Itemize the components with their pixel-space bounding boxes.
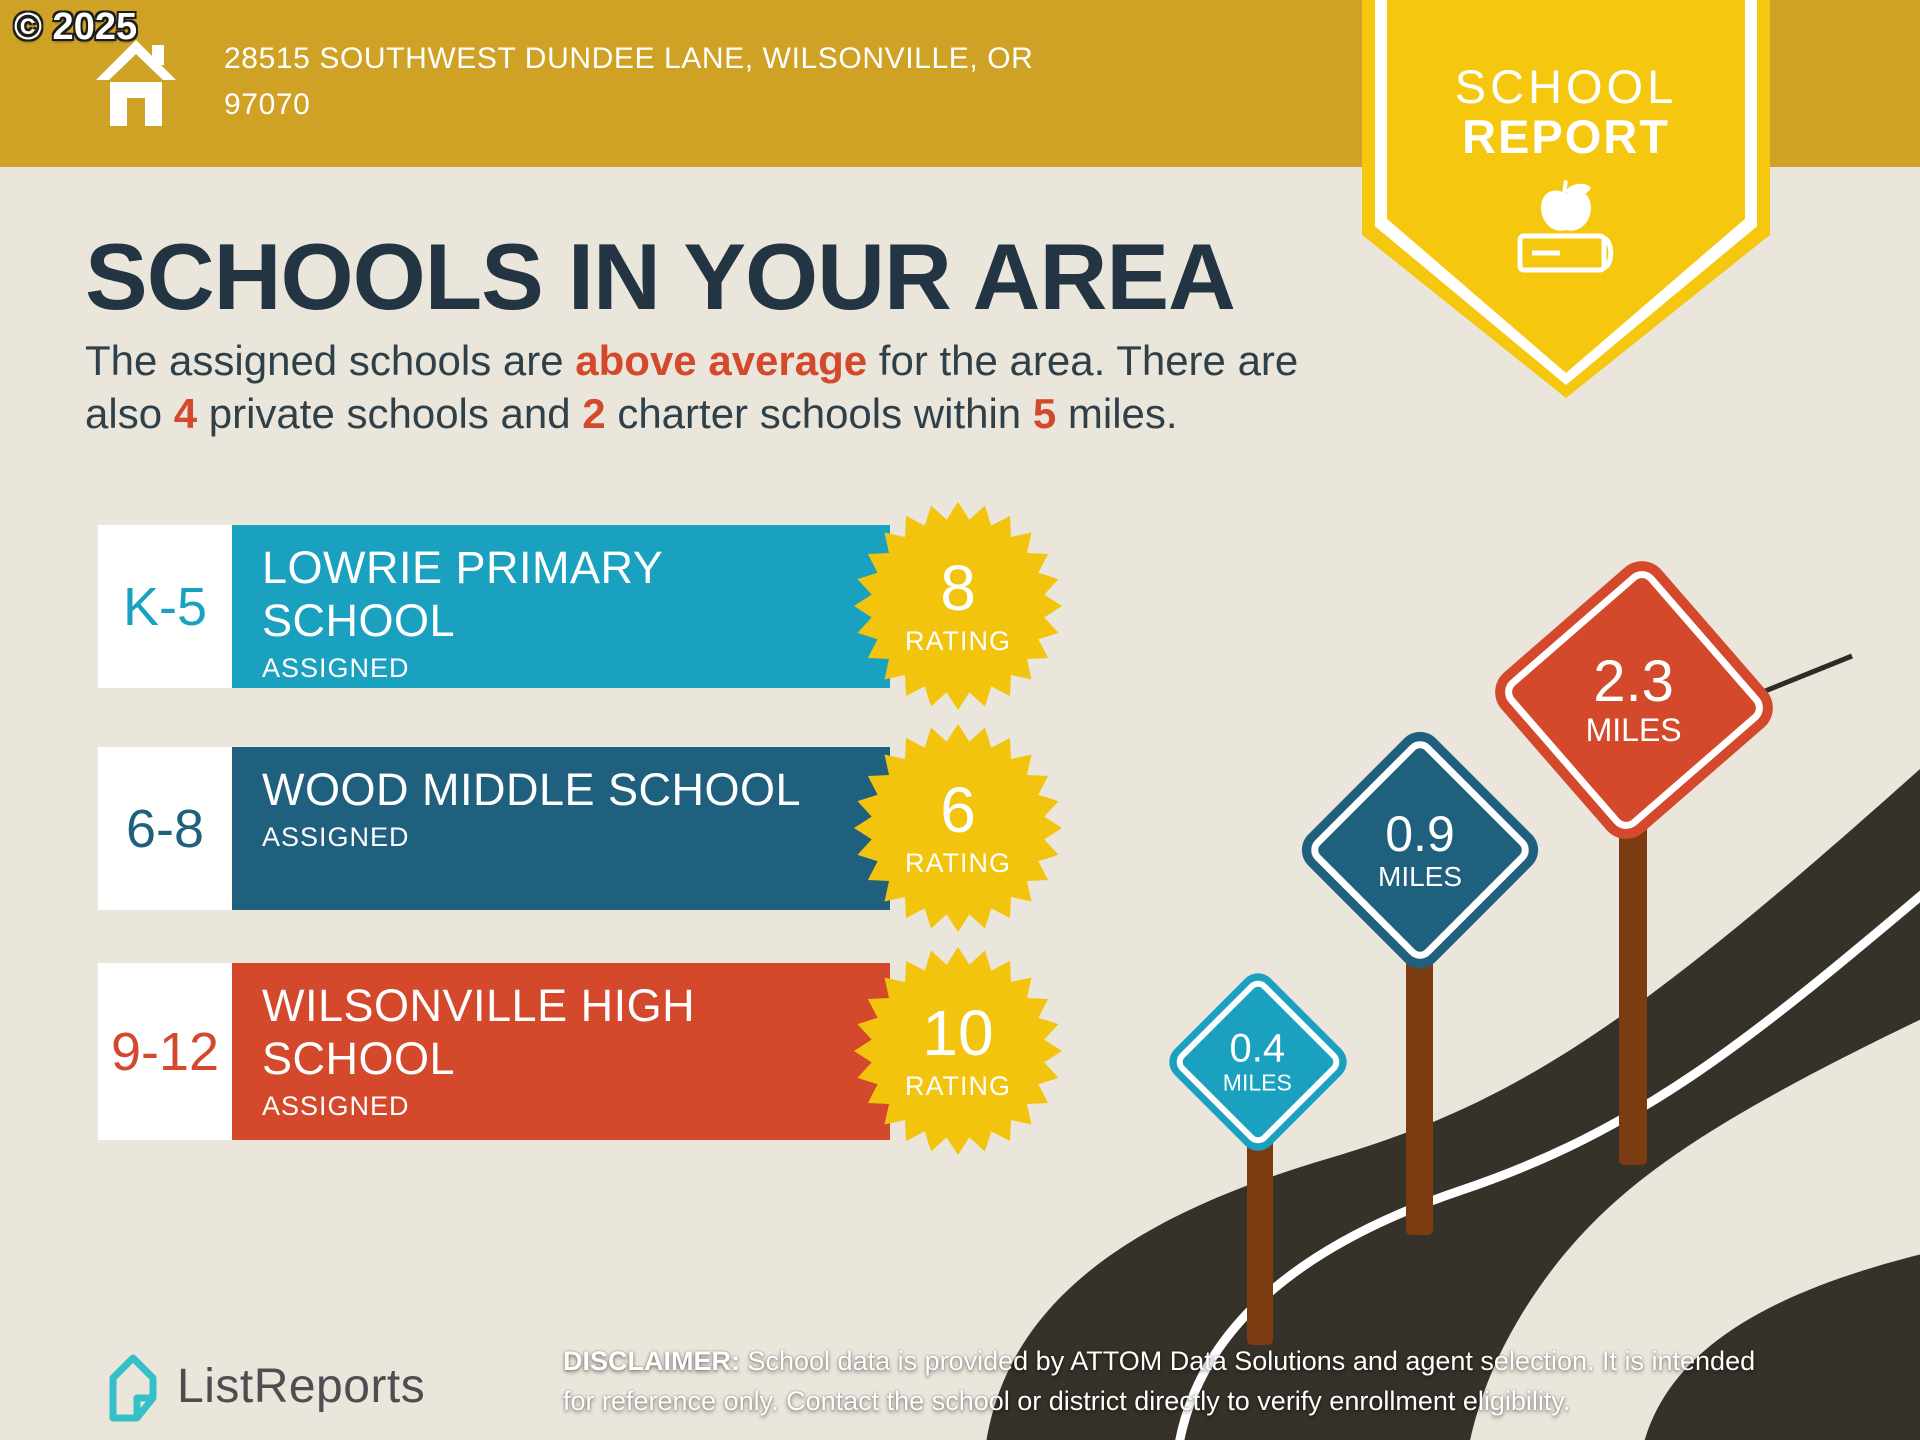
rating-starburst [853,946,1063,1156]
summary-highlight: 5 [1032,390,1057,437]
listreports-brand [103,1348,425,1424]
school-row-middle [98,747,890,910]
summary-text [85,334,1385,440]
school-status: ASSIGNED [262,1091,410,1121]
distance-unit: MILES [1223,1069,1293,1096]
sign-post [1247,1120,1273,1345]
school-status: ASSIGNED [262,653,410,683]
school-name: LOWRIE PRIMARY SCHOOL [262,542,663,646]
address-line-1: 28515 SOUTHWEST DUNDEE LANE, WILSONVILLE, OR [224,42,1034,75]
disclaimer-label: DISCLAIMER: [563,1346,740,1376]
summary-seg: private schools and [197,390,583,437]
school-bar [232,963,890,1140]
grade-range-badge: K-5 [98,525,232,688]
summary-seg: miles. [1056,390,1178,437]
badge-title-report: REPORT [1462,110,1670,163]
distance-unit: MILES [1377,861,1463,892]
grade-range-badge: 6-8 [98,747,232,910]
apple-icon [1535,178,1597,234]
distance-value: 0.9 [1385,806,1455,862]
school-report-badge [1362,0,1770,398]
school-name: WILSONVILLE HIGH SCHOOL [262,980,696,1084]
rating-value: 8 [940,551,976,624]
summary-highlight: above average [575,337,868,384]
school-row-high [98,963,890,1140]
distance-value: 0.4 [1230,1026,1286,1071]
sign-post [1406,935,1433,1235]
sign-post [1619,820,1647,1165]
distance-unit: MILES [1585,711,1683,748]
school-row-elementary [98,525,890,688]
summary-highlight: 2 [582,390,606,437]
school-bar [232,525,890,688]
rating-label: RATING [905,1070,1011,1101]
copyright-watermark: © 2025 [14,6,138,48]
distance-value: 2.3 [1593,648,1675,714]
rating-label: RATING [905,625,1011,656]
rating-label: RATING [905,847,1011,878]
summary-seg: also [85,390,174,437]
rating-starburst [853,501,1063,711]
book-icon [1516,230,1616,276]
page-title: SCHOOLS IN YOUR AREA [85,224,1235,329]
badge-title-school: SCHOOL [1454,60,1678,113]
summary-seg: charter schools within [605,390,1033,437]
school-status: ASSIGNED [262,822,410,852]
grade-range-badge: 9-12 [98,963,232,1140]
address-line-2: 97070 [224,88,311,121]
school-name: WOOD MIDDLE SCHOOL [262,764,802,815]
rating-value: 10 [922,996,994,1069]
rating-starburst [853,723,1063,933]
listreports-logo-icon [103,1348,163,1424]
rating-value: 6 [940,773,976,846]
disclaimer-text: DISCLAIMER: School data is provided by ATTOM Data Solutions and agent selection. It is intended for reference only. Contact the school or district directly to verify enrollment eligibility. [563,1346,1756,1416]
summary-seg: The assigned schools are [85,337,576,384]
summary-seg: for the area. There are [867,337,1299,384]
brand-name: ListReports [177,1359,426,1413]
summary-highlight: 4 [173,390,198,437]
school-bar [232,747,890,910]
